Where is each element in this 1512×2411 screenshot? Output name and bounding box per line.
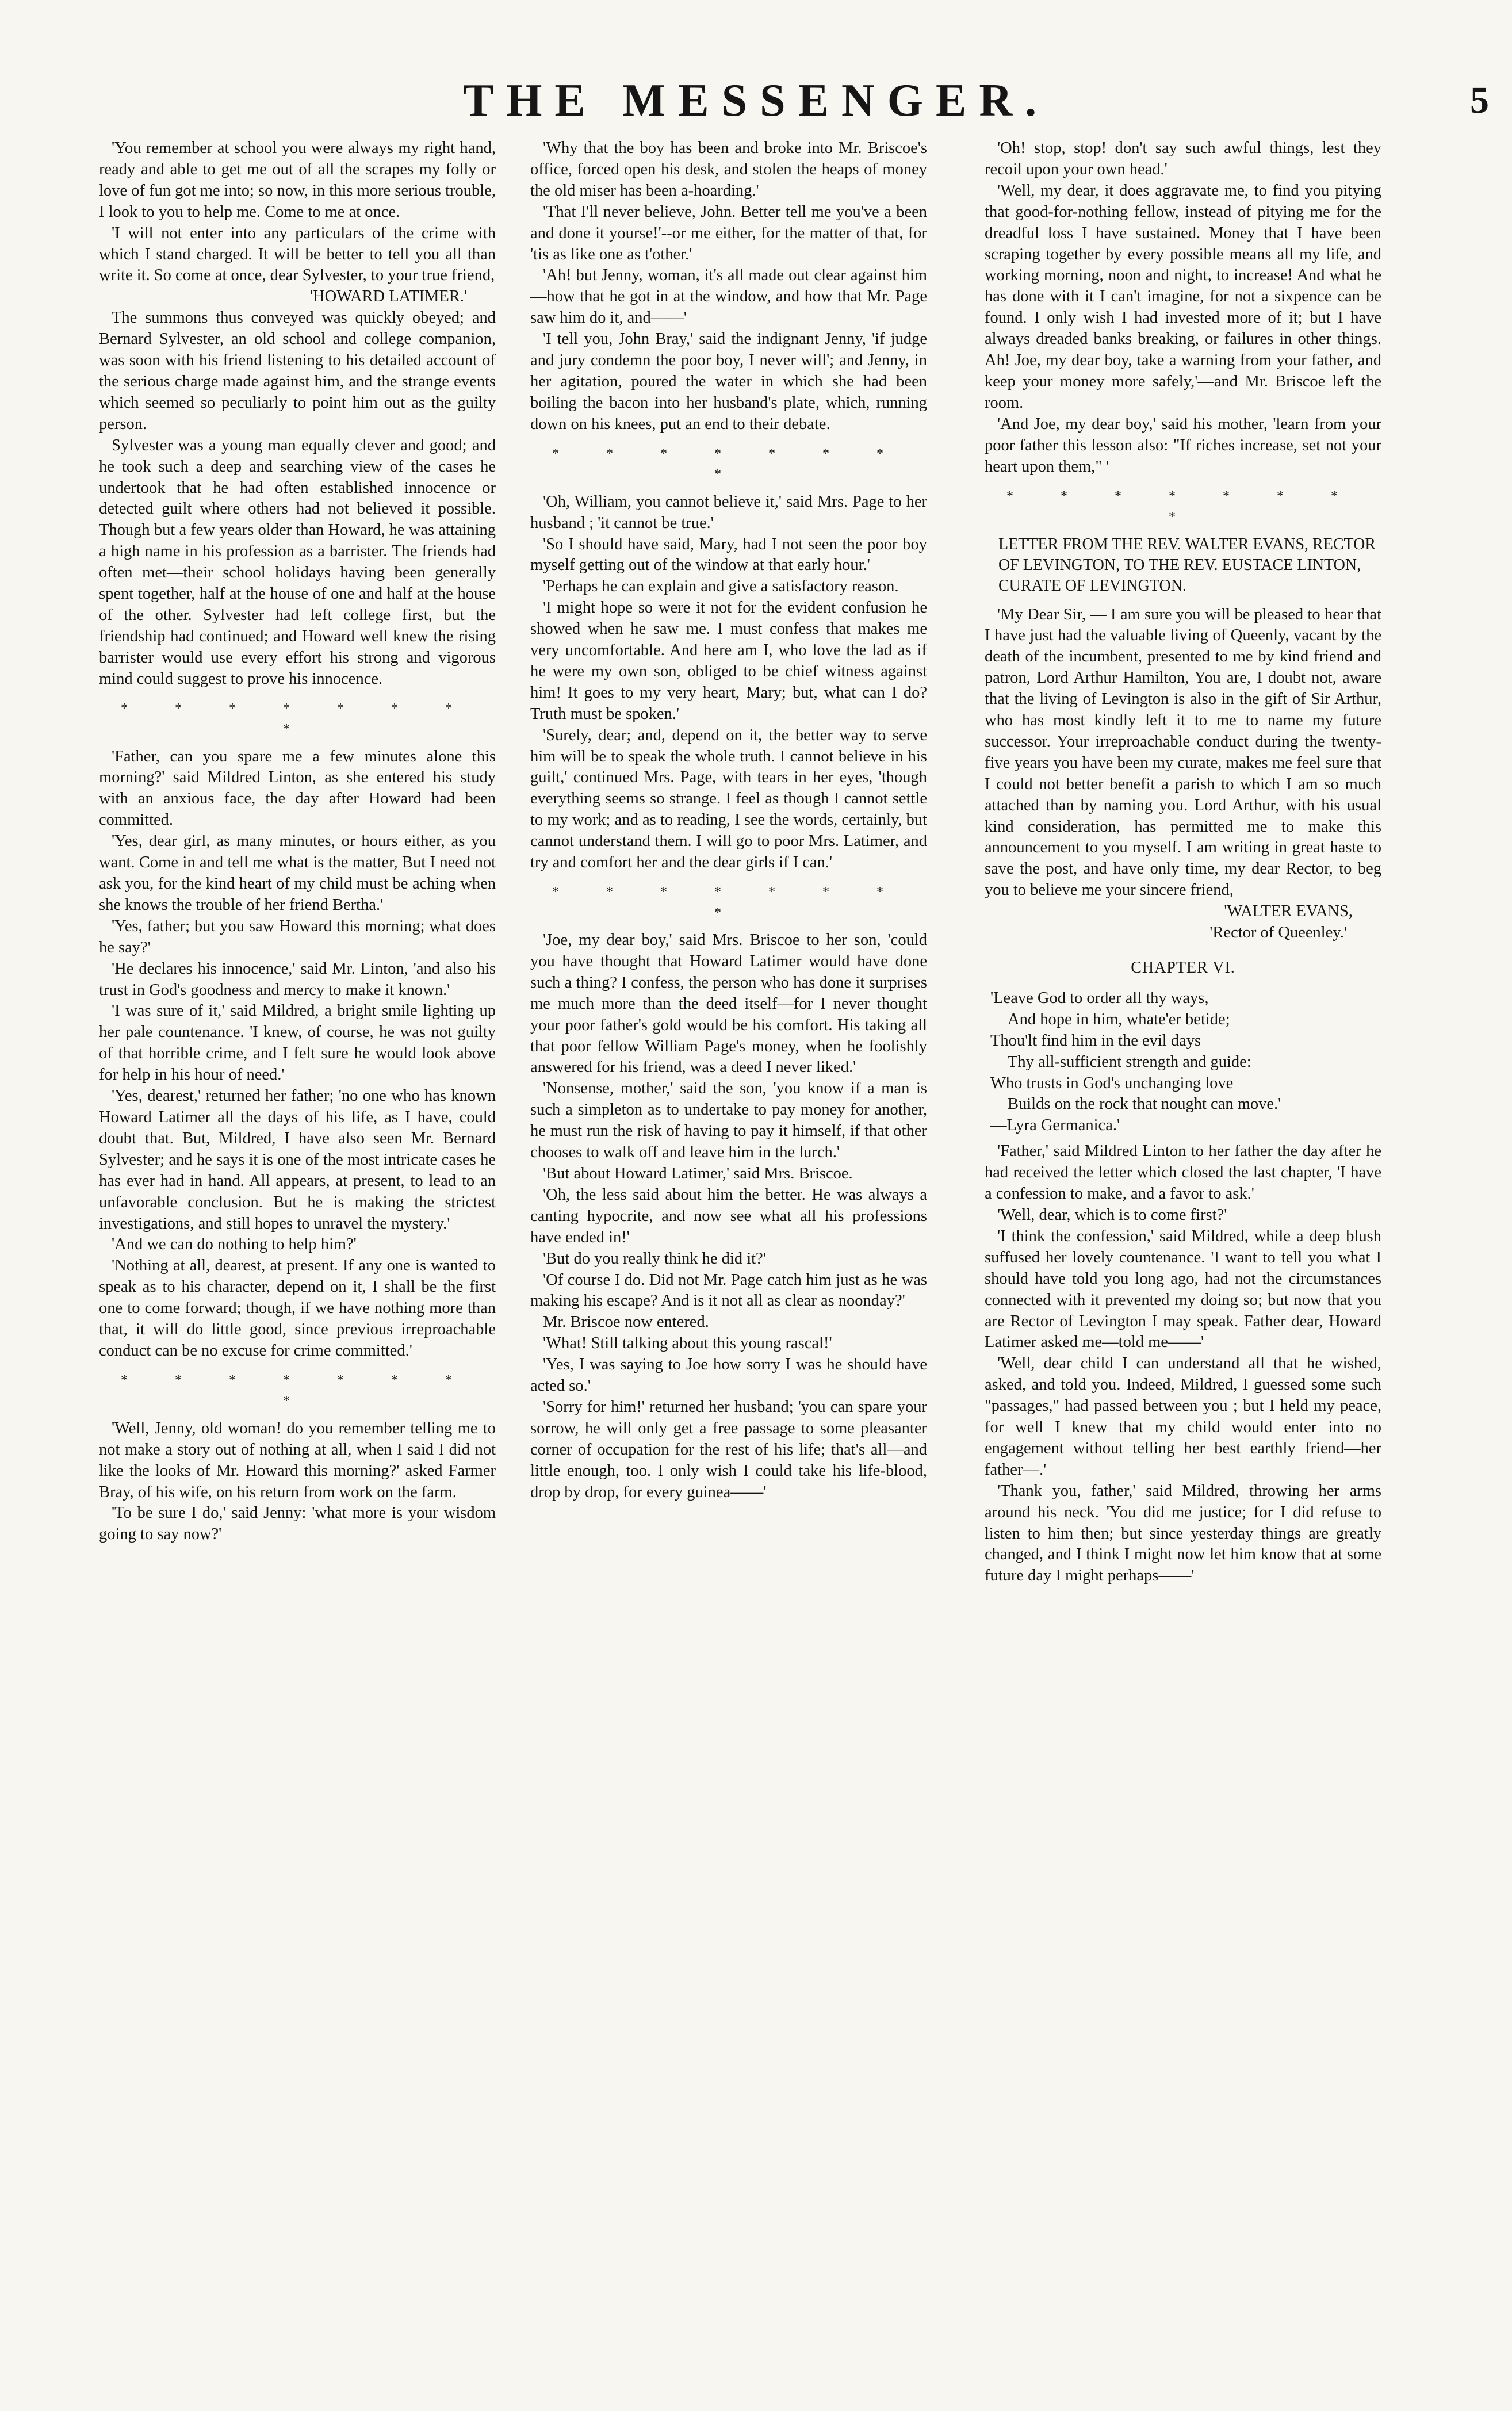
paragraph: 'Well, my dear, it does aggravate me, to find you pitying that good-for-nothing fellow, instead of pitying me for the dreadful loss I have sustained. Money that I have been scraping together by every possible means all my life, and working morning, noon and night, to increase! And what he has done with it I can't imagine, for not a sixpence can be found. I only wish I had invested more of it; but I have always dreaded banks breaking, or failures in other things. Ah! Joe, my dear boy, take a warning from your father, and keep your money more safely,'—and Mr. Briscoe left the room. (985, 181, 1381, 412)
paragraph: 'Oh, the less said about him the better. He was always a canting hypocrite, and now see what all his professions have ended in!' (530, 1185, 927, 1246)
verse-line: And hope in him, whate'er betide; (1008, 1010, 1230, 1028)
paragraph: 'Surely, dear; and, depend on it, the better way to serve him will be to speak the whole truth. I cannot believe in his guilt,' continued Mrs. Page, with tears in her eyes, 'though everything seems so strange. I feel as though I cannot settle to my work; and as to reading, I see the words, certainly, but cannot understand them. I will go to poor Mrs. Latimer, and try and comfort her and the dear girls if I can.' (530, 726, 927, 872)
paragraph: The summons thus conveyed was quickly obeyed; and Bernard Sylvester, an old school and college companion, was soon with his friend listening to his detailed account of the serious charge made against him, and the strange events which seemed so peculiarly to point him out as the guilty person. (99, 309, 496, 433)
verse-line: 'Leave God to order all thy ways, (990, 989, 1209, 1007)
masthead (0, 75, 1512, 127)
paragraph: 'Oh! stop, stop! don't say such awful things, lest they recoil upon your own head.' (985, 139, 1381, 178)
verse-line: Thy all-sufficient strength and guide: (1008, 1053, 1251, 1071)
paragraph: 'He declares his innocence,' said Mr. Linton, 'and also his trust in God's goodness and mercy to make it known.' (99, 959, 496, 999)
paragraph: 'Sorry for him!' returned her husband; 'you can spare your sorrow, he will only get a free passage to some pleasanter corner of occupation for the rest of his life; that's all—and little enough, too. I only wish I could take his life-blood, drop by drop, for every guinea——' (530, 1398, 927, 1501)
paragraph: 'Joe, my dear boy,' said Mrs. Briscoe to her son, 'could you have thought that Howard Latimer would have done such a thing? I confess, the person who has done it surprises me much more than the deed itself—for I never thought your poor father's gold would be his comfort. His taking all that poor fellow William Page's money, when he foolishly answered for his friend, was a deed I never liked.' (530, 931, 927, 1077)
verse-line: Who trusts in God's unchanging love (990, 1074, 1234, 1092)
paragraph: 'I think the confession,' said Mildred, while a deep blush suffused her lovely countenance. 'I want to tell you what I should have told you long ago, had not the circumstances connected with it prevented my doing so; but now that you are Rector of Levington I may speak. Father dear, Howard Latimer asked me—told me——' (985, 1227, 1381, 1352)
section-divider: * * * * * * * * (1006, 488, 1360, 525)
paragraph: 'Nonsense, mother,' said the son, 'you know if a man is such a simpleton as to undertake to pay money for another, he must run the risk of having to pay it himself, if that other chooses to walk off and leave him in the lurch.' (530, 1080, 927, 1162)
paragraph: 'To be sure I do,' said Jenny: 'what more is your wisdom going to say now?' (99, 1504, 496, 1544)
paragraph: 'But do you really think he did it?' (543, 1249, 766, 1268)
paragraph: 'Perhaps he can explain and give a satisfactory reason. (543, 577, 899, 596)
paragraph: 'So I should have said, Mary, had I not seen the poor boy myself getting out of the window at that early hour.' (530, 535, 927, 575)
paragraph: 'Why that the boy has been and broke into Mr. Briscoe's office, forced open his desk, and stolen the heaps of money the old miser has been a-hoarding.' (530, 139, 927, 200)
paragraph: 'Yes, dear girl, as many minutes, or hours either, as you want. Come in and tell me what is the matter, But I need not ask you, for the kind heart of my child must be aching when she knows the trouble of her friend Bertha.' (99, 832, 496, 914)
signature: 'WALTER EVANS, (1224, 902, 1353, 921)
chapter-heading: CHAPTER VI. (1131, 959, 1235, 977)
verse-line: Builds on the rock that nought can move.' (1008, 1095, 1281, 1113)
paragraph: 'Ah! but Jenny, woman, it's all made out clear against him—how that he got in at the window, and how that Mr. Page saw him do it, and——' (530, 266, 927, 327)
signature-line: 'Rector of Queenley.' (1209, 924, 1347, 942)
paragraph: 'Nothing at all, dearest, at present. If any one is wanted to speak as to his character, depend on it, I shall be the first one to come forward; though, if we have nothing more than that, it will do little good, since previous irreproachable conduct can be no excuse for crime committed.' (99, 1257, 496, 1360)
paragraph: 'Of course I do. Did not Mr. Page catch him just as he was making his escape? And is it not all as clear as noonday?' (530, 1270, 927, 1310)
paragraph: Sylvester was a young man equally clever and good; and he took such a deep and searching view of the cases he undertook that he had often established innocence or detected guilt where others had not believed it possible. Though but a few years older than Howard, he was attaining a high name in his profession as a barrister. The friends had often met—their school holidays having been generally spent together, half at the house of one and half at the house of the other. Sylvester had left college first, but the friendship had continued; and Howard well knew the rising barrister would use every effort his strong and vigorous mind could suggest to prove his innocence. (99, 436, 496, 688)
paragraph: 'Yes, dearest,' returned her father; 'no one who has known Howard Latimer all the days of his life, as I have, could doubt that. But, Mildred, I have also seen Mr. Bernard Sylvester; and he says it is one of the most intricate cases he has ever had in hand. All appears, at present, to lead to an unfavorable conclusion. But he is making the strictest investigations, and still hopes to unravel the mystery.' (99, 1087, 496, 1233)
newspaper-title: THE MESSENGER. (462, 75, 1050, 126)
paragraph: 'But about Howard Latimer,' said Mrs. Briscoe. (543, 1164, 853, 1182)
paragraph: 'And we can do nothing to help him?' (112, 1235, 357, 1254)
paragraph: Mr. Briscoe now entered. (543, 1313, 709, 1331)
verse-line: —Lyra Germanica.' (990, 1116, 1120, 1135)
paragraph: 'You remember at school you were always my right hand, ready and able to get me out of all the scrapes my folly or love of fun got me into; so now, in this more serious trouble, I look to you to help me. Come to me at once. (99, 139, 496, 221)
section-divider: * * * * * * * * (121, 1372, 474, 1409)
paragraph: 'I was sure of it,' said Mildred, a bright smile lighting up her pale countenance. 'I knew, of course, he was not guilty of that horrible crime, and I felt sure he would look above for help in his hour of need.' (99, 1002, 496, 1084)
verse-epigraph (985, 988, 1381, 1136)
paragraph: 'And Joe, my dear boy,' said his mother, 'learn from your poor father this lesson also: "If riches increase, set not your heart upon them," ' (985, 415, 1381, 476)
paragraph: 'Well, dear child I can understand all that he wished, asked, and told you. Indeed, Mildred, I guessed some such "passages," had passed between you ; but I held my peace, for well I knew that my child would enter into no engagement without telling her best earthly friend—her father—.' (985, 1354, 1381, 1479)
paragraph: 'I tell you, John Bray,' said the indignant Jenny, 'if judge and jury condemn the poor boy, I never will'; and Jenny, in her agitation, poured the water in which she had been boiling the bacon into her husband's plate, which, running down on his knees, put an end to their debate. (530, 330, 927, 433)
paragraph: 'My Dear Sir, — I am sure you will be pleased to hear that I have just had the valuable living of Queenly, vacant by the death of the incumbent, presented to me by kind friend and patron, Lord Arthur Hamilton, You are, I doubt not, aware that the living of Levington is also in the gift of Sir Arthur, who has most kindly left it to me to name my future successor. Your irreproachable conduct during the twenty-five years you have been my curate, makes me feel sure that I could not better benefit a parish to which I am so much attached than by naming you. Lord Arthur, with his usual kind consideration, has permitted me to make this announcement to you myself. I am writing in great haste to save the post, and have only time, my dear Rector, to beg you to believe me your sincere friend, (985, 605, 1381, 900)
paragraph: 'Yes, father; but you saw Howard this morning; what does he say?' (99, 917, 496, 956)
paragraph: 'What! Still talking about this young rascal!' (543, 1334, 832, 1353)
paragraph: 'I might hope so were it not for the evident confusion he showed when he saw me. I must confess that makes me very uncomfortable. And here am I, who love the lad as if he were my own son, obliged to be chief witness against him! It goes to my very heart, Mary; but, what can I do? Truth must be spoken.' (530, 599, 927, 723)
section-divider: * * * * * * * * (552, 885, 905, 920)
signature: 'HOWARD LATIMER.' (309, 288, 467, 306)
letter-heading: LETTER FROM THE REV. WALTER EVANS, RECTOR OF LEVINGTON, TO THE REV. EUSTACE LINTON, CURATE OF LEVINGTON. (998, 535, 1376, 595)
column-1 (99, 138, 496, 1545)
paragraph: 'Father, can you spare me a few minutes alone this morning?' said Mildred Linton, as she entered his study with an anxious face, the day after Howard had been committed. (99, 747, 496, 829)
paragraph: 'Oh, William, you cannot believe it,' said Mrs. Page to her husband ; 'it cannot be true.' (530, 492, 927, 532)
paragraph: 'Thank you, father,' said Mildred, throwing her arms around his neck. 'You did me justice; for I did refuse to listen to him then; but since yesterday things are greatly changed, and I think I might now let him know that at some future day I might perhaps——' (985, 1482, 1381, 1585)
paragraph: 'Well, dear, which is to come first?' (997, 1206, 1227, 1224)
section-divider: * * * * * * * * (552, 446, 905, 482)
paragraph: 'Well, Jenny, old woman! do you remember telling me to not make a story out of nothing at all, when I said I did not like the looks of Mr. Howard this morning?' asked Farmer Bray, of his wife, on his return from work on the farm. (99, 1419, 496, 1501)
paragraph: 'I will not enter into any particulars of the crime with which I stand charged. It will be better to tell you all than write it. So come at once, dear Sylvester, to your true friend, (99, 224, 496, 285)
column-3 (985, 138, 1381, 1587)
paragraph: 'Father,' said Mildred Linton to her father the day after he had received the letter which closed the last chapter, 'I have a confession to make, and a favor to ask.' (985, 1142, 1381, 1203)
paragraph: 'Yes, I was saying to Joe how sorry I was he should have acted so.' (530, 1356, 927, 1395)
page-number: 5 (1470, 79, 1489, 121)
paragraph: 'That I'll never believe, John. Better tell me you've a been and done it yourse!'--or me either, for the matter of that, for 'tis as like one as t'other.' (530, 202, 927, 263)
verse-line: Thou'lt find him in the evil days (990, 1031, 1201, 1050)
column-2 (530, 138, 927, 1503)
section-divider: * * * * * * * * (121, 701, 474, 737)
